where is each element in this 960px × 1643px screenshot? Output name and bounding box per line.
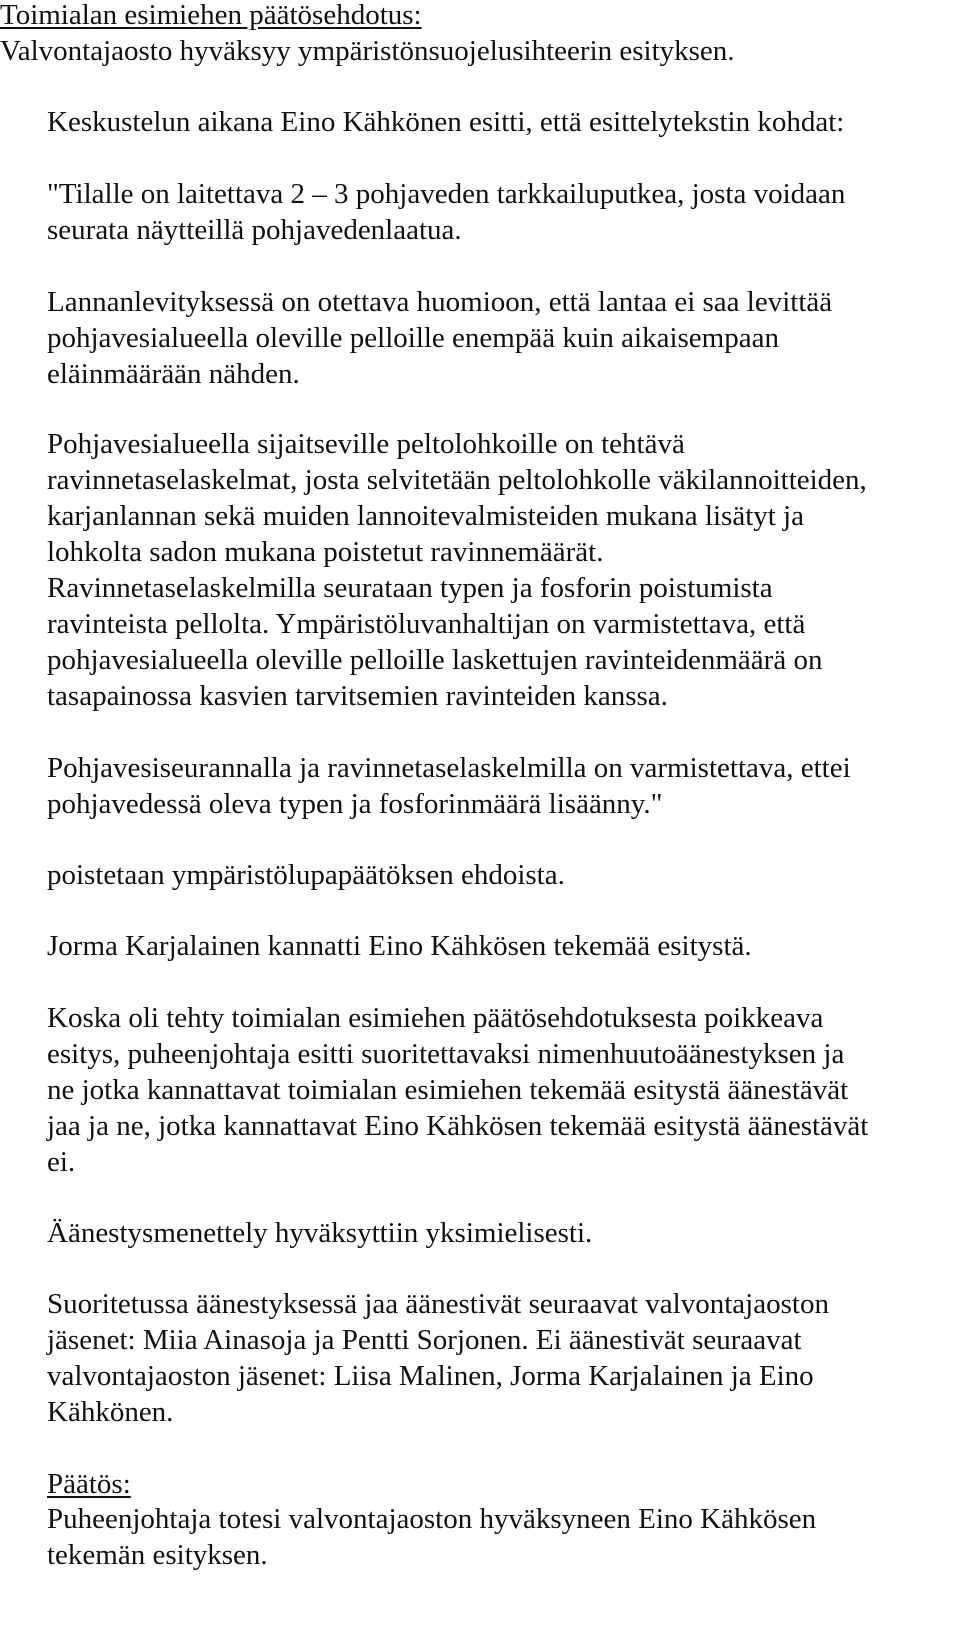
quoted-line: lohkolta sadon mukana poistetut ravinnemäärät. bbox=[47, 536, 604, 568]
quoted-line: Lannanlevityksessä on otettava huomioon, että lantaa ei saa levittää bbox=[47, 286, 833, 318]
quoted-line: Pohjavesialueella sijaitseville peltolohkoille on tehtävä bbox=[47, 428, 685, 460]
quoted-line: Ravinnetaselaskelmilla seurataan typen ja fosforin poistumista bbox=[47, 572, 773, 604]
vote-proposal-line: jaa ja ne, jotka kannattavat Eino Kähkösen tekemää esitystä äänestävät bbox=[47, 1110, 869, 1142]
quoted-line: Pohjavesiseurannalla ja ravinnetaselaskelmilla on varmistettava, ettei bbox=[47, 752, 851, 784]
quoted-line: "Tilalle on laitettava 2 – 3 pohjaveden tarkkailuputkea, josta voidaan bbox=[47, 178, 846, 210]
removal-text: poistetaan ympäristölupapäätöksen ehdoista. bbox=[47, 859, 565, 891]
quoted-line: pohjavesialueella oleville pelloille laskettujen ravinteidenmäärä on bbox=[47, 644, 823, 676]
vote-result-line: jäsenet: Miia Ainasoja ja Pentti Sorjonen. Ei äänestivät seuraavat bbox=[47, 1324, 802, 1356]
quoted-line: seurata näytteillä pohjavedenlaatua. bbox=[47, 214, 462, 246]
vote-proposal-line: ei. bbox=[47, 1146, 76, 1178]
decision-line: tekemän esityksen. bbox=[47, 1539, 268, 1571]
quoted-line: eläinmäärään nähden. bbox=[47, 358, 300, 390]
vote-proposal-line: esitys, puheenjohtaja esitti suoritettavaksi nimenhuutoäänestyksen ja bbox=[47, 1038, 845, 1070]
quoted-line: tasapainossa kasvien tarvitsemien ravinteiden kanssa. bbox=[47, 680, 668, 712]
decision-line: Puheenjohtaja totesi valvontajaoston hyväksyneen Eino Kähkösen bbox=[47, 1503, 817, 1535]
quoted-line: ravinnetaselaskelmat, josta selvitetään peltolohkolle väkilannoitteiden, bbox=[47, 464, 867, 496]
quoted-line: pohjavedessä oleva typen ja fosforinmäärä lisäänny." bbox=[47, 788, 663, 820]
discussion-intro: Keskustelun aikana Eino Kähkönen esitti, että esittelytekstin kohdat: bbox=[47, 106, 845, 138]
quoted-line: ravinteista pellolta. Ympäristöluvanhaltijan on varmistettava, että bbox=[47, 608, 806, 640]
vote-result-line: Kähkönen. bbox=[47, 1396, 174, 1428]
proposal-text: Valvontajaosto hyväksyy ympäristönsuojelusihteerin esityksen. bbox=[0, 35, 735, 67]
procedure-text: Äänestysmenettely hyväksyttiin yksimielisesti. bbox=[47, 1217, 593, 1249]
support-text: Jorma Karjalainen kannatti Eino Kähkösen tekemää esitystä. bbox=[47, 930, 752, 962]
vote-result-line: valvontajaoston jäsenet: Liisa Malinen, Jorma Karjalainen ja Eino bbox=[47, 1360, 814, 1392]
quoted-line: pohjavesialueella oleville pelloille enempää kuin aikaisempaan bbox=[47, 322, 779, 354]
vote-result-line: Suoritetussa äänestyksessä jaa äänestivät seuraavat valvontajaoston bbox=[47, 1288, 829, 1320]
proposal-heading: Toimialan esimiehen päätösehdotus: bbox=[0, 0, 422, 31]
quoted-line: karjanlannan sekä muiden lannoitevalmisteiden mukana lisätyt ja bbox=[47, 500, 804, 532]
vote-proposal-line: ne jotka kannattavat toimialan esimiehen tekemää esitystä äänestävät bbox=[47, 1074, 849, 1106]
decision-heading: Päätös: bbox=[47, 1468, 131, 1500]
vote-proposal-line: Koska oli tehty toimialan esimiehen päätösehdotuksesta poikkeava bbox=[47, 1002, 824, 1034]
